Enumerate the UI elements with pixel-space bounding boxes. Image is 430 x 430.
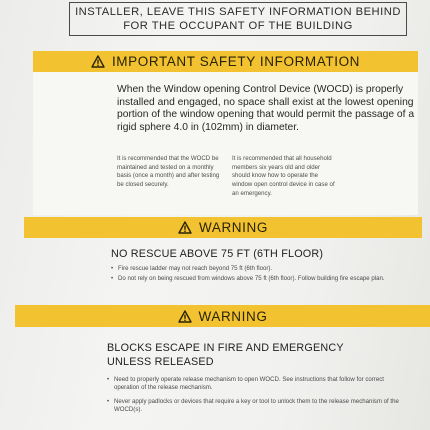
list-item: • Never apply padlocks or devices that require a key or tool to unlock them to the release mechanism of the WOCD(s). bbox=[107, 398, 407, 415]
warning-title-escape: WARNING bbox=[198, 308, 268, 324]
no-rescue-bullets bbox=[111, 265, 416, 286]
blocks-escape-heading-line-1: BLOCKS ESCAPE IN FIRE AND EMERGENCY bbox=[107, 342, 344, 354]
installer-notice-line-2: FOR THE OCCUPANT OF THE BUILDING bbox=[123, 20, 353, 32]
monthly-testing-note: It is recommended that the WOCD be maintained and tested on a monthly basis (once a month) and after testing be closed securely. bbox=[117, 155, 220, 189]
warning-title-rescue: WARNING bbox=[199, 220, 268, 235]
blocks-escape-bullets bbox=[107, 376, 407, 420]
warning-triangle-icon bbox=[178, 221, 192, 234]
list-item: • Need to properly operate release mechanism to open WOCD. See instructions that follow for correct operation of the release mechanism. bbox=[107, 376, 407, 393]
installer-notice-box bbox=[69, 2, 407, 36]
warning-banner-escape bbox=[15, 305, 430, 327]
important-safety-title: IMPORTANT SAFETY INFORMATION bbox=[111, 54, 361, 69]
blocks-escape-heading-line-2: UNLESS RELEASED bbox=[107, 355, 214, 368]
important-safety-banner bbox=[33, 51, 418, 72]
warning-banner-rescue bbox=[24, 217, 422, 238]
wocd-requirement-text: When the Window opening Control Device (WOCD) is properly installed and engaged, no space shall exist at the lowest opening portion of the window opening that would permit the passage of a rigid sphere 4.0 in (102mm) in diameter. bbox=[117, 84, 415, 133]
list-item: • Do not rely on being rescued from windows above 75 ft (6th floor). Follow building fire escape plan. bbox=[111, 275, 416, 283]
installer-notice-line-1: INSTALLER, LEAVE THIS SAFETY INFORMATION BEHIND bbox=[75, 6, 401, 18]
no-rescue-heading: NO RESCUE ABOVE 75 FT (6TH FLOOR) bbox=[111, 248, 324, 260]
warning-triangle-icon bbox=[178, 310, 192, 323]
blocks-escape-heading bbox=[107, 342, 407, 369]
household-members-note: It is recommended that all household members six years old and older should know how to operate the window open control device in case of an emergency. bbox=[232, 155, 335, 197]
list-item: • Fire rescue ladder may not reach beyond 75 ft (6th floor). bbox=[111, 265, 416, 273]
warning-triangle-icon bbox=[91, 55, 105, 68]
